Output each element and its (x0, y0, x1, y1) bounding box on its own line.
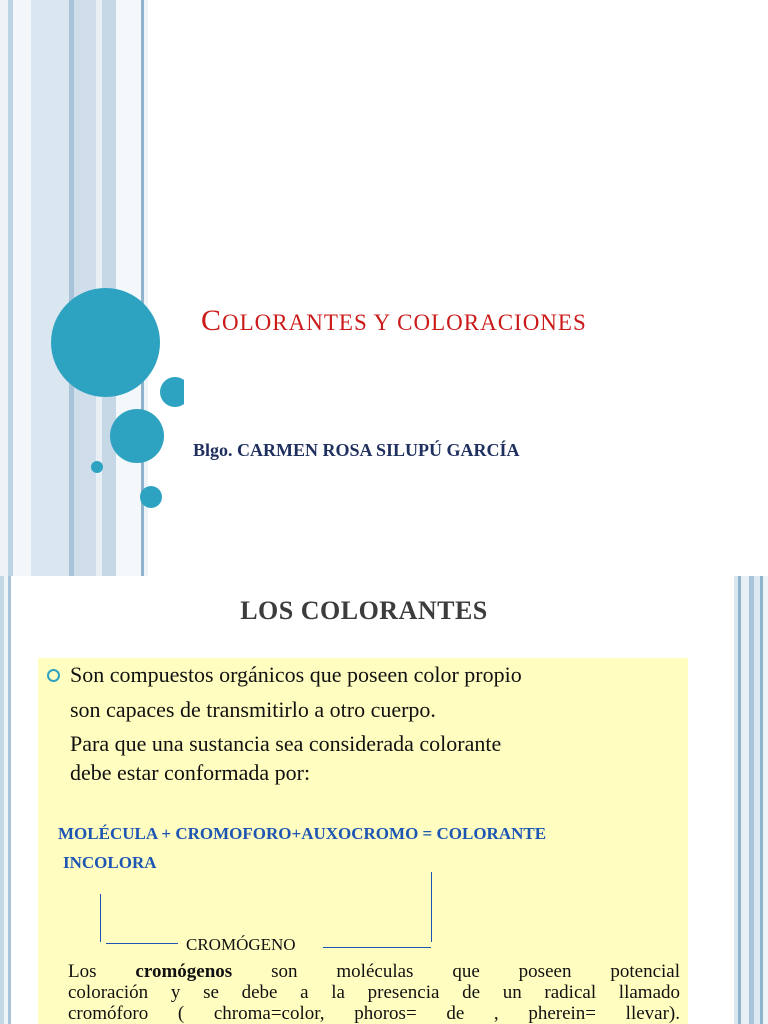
decorative-stripe (8, 576, 11, 1024)
decorative-circle (140, 486, 162, 508)
bracket-line (323, 947, 431, 948)
cromogeno-label: CROMÓGENO (186, 935, 296, 954)
decorative-circle (51, 288, 160, 397)
decorative-stripe (13, 0, 31, 576)
decorative-stripe (741, 576, 749, 1024)
decorative-stripe (31, 0, 69, 576)
formula-text: MOLÉCULA + CROMOFORO+AUXOCROMO = COLORANTE (58, 824, 547, 843)
formula-text: INCOLORA (63, 853, 157, 872)
decorative-stripe (74, 0, 96, 576)
bracket-line (100, 894, 101, 942)
slide-title: LOS COLORANTES (240, 596, 488, 625)
description-line: cromóforo ( chroma=color, phoros= de , pherein= llevar). (68, 1003, 680, 1024)
content-slide (0, 576, 768, 1024)
description-paragraph (68, 961, 680, 1024)
slide-edge (184, 370, 214, 415)
decorative-circle (91, 461, 103, 473)
description-line: Los cromógenos son moléculas que poseen potencial (68, 961, 680, 982)
bracket-line (106, 943, 178, 944)
decorative-stripe (0, 0, 8, 576)
bullet-text-line: Para que una sustancia sea considerada colorante (70, 731, 502, 756)
bullet-text-line: debe estar conformada por: (70, 760, 311, 785)
description-line: coloración y se debe a la presencia de un radical llamado (68, 982, 680, 1003)
bullet-text-line: Son compuestos orgánicos que poseen color propio (70, 662, 522, 687)
slide-title: COLORANTES Y COLORACIONES (201, 304, 587, 337)
bullet-icon (47, 669, 60, 682)
decorative-stripe (763, 576, 768, 1024)
decorative-circle (110, 409, 164, 463)
bracket-line (431, 872, 432, 942)
decorative-stripe (116, 0, 141, 576)
author-name: Blgo. CARMEN ROSA SILUPÚ GARCÍA (193, 440, 520, 460)
bullet-text-line: son capaces de transmitirlo a otro cuerpo. (70, 697, 436, 722)
